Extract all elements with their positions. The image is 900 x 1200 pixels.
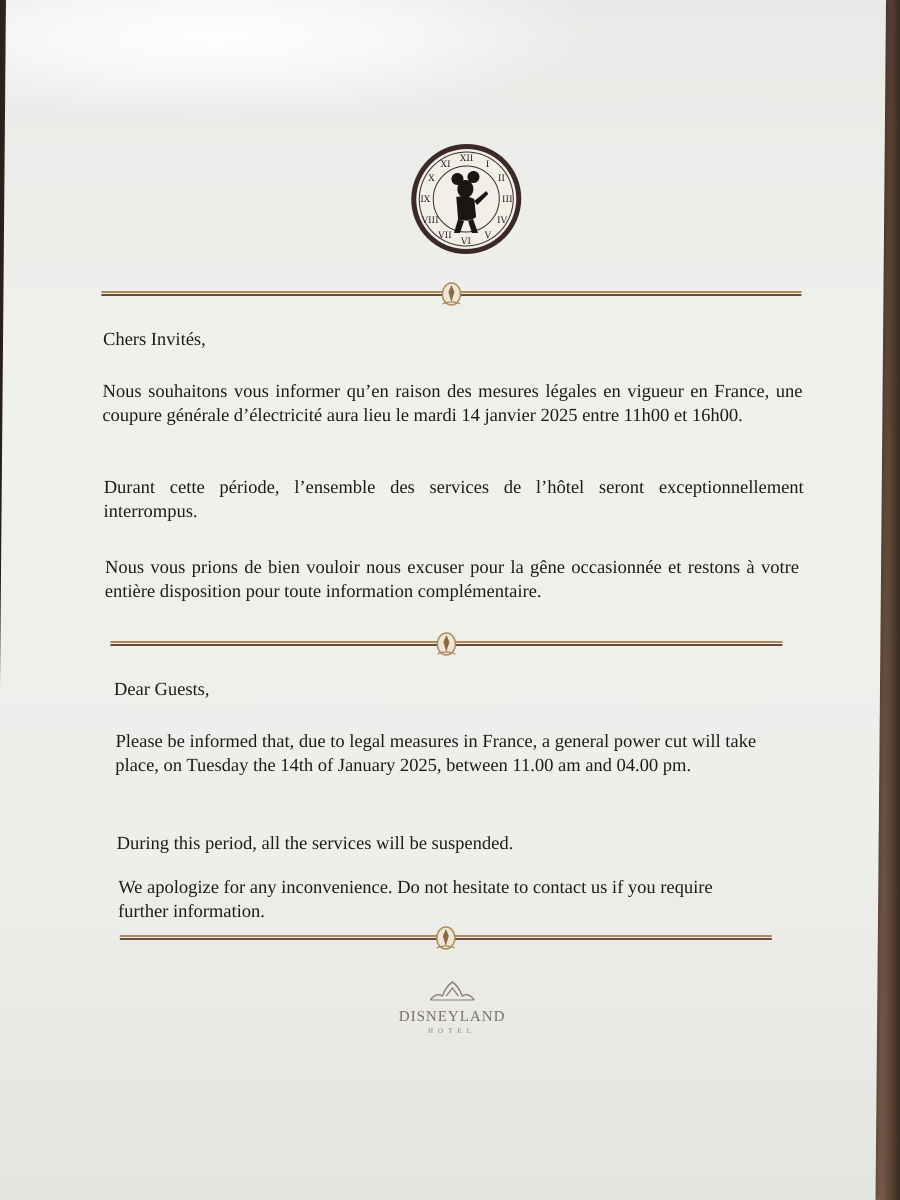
svg-text:VI: VI bbox=[460, 237, 471, 247]
english-salutation: Dear Guests, bbox=[113, 680, 210, 700]
french-paragraph-1: Nous souhaitons vous informer qu’en raison des mesures légales en vigueur en France, une coupure générale d’électricité aura lieu le mardi 14 janvier 2025 entre 11h00 et 16h00. bbox=[102, 382, 803, 426]
french-paragraph-2: Durant cette période, l’ensemble des services de l’hôtel seront exceptionnellement interrompus. bbox=[103, 478, 804, 522]
svg-text:VIII: VIII bbox=[421, 216, 439, 226]
divider-bottom bbox=[120, 928, 772, 948]
french-paragraph-3: Nous vous prions de bien vouloir nous excuser pour la gêne occasionnée et restons à votre entière disposition pour toute information complémentaire. bbox=[104, 558, 800, 602]
svg-text:X: X bbox=[428, 174, 435, 184]
svg-text:II: II bbox=[497, 174, 506, 184]
svg-text:XI: XI bbox=[440, 160, 451, 170]
svg-text:V: V bbox=[484, 231, 492, 241]
svg-text:III: III bbox=[501, 195, 513, 205]
clock-emblem-icon bbox=[410, 143, 523, 255]
french-salutation: Chers Invités, bbox=[102, 330, 206, 350]
svg-text:I: I bbox=[485, 160, 490, 170]
fleur-ornament-icon bbox=[429, 630, 463, 658]
english-paragraph-2: During this period, all the services will be suspended. bbox=[116, 834, 514, 854]
svg-text:IV: IV bbox=[496, 216, 508, 226]
brand-name: DISNEYLAND bbox=[398, 1009, 506, 1025]
lamination-glare bbox=[5, 0, 606, 120]
divider-middle bbox=[110, 634, 782, 654]
english-paragraph-3: We apologize for any inconvenience. Do not hesitate to contact us if you require further information. bbox=[117, 878, 713, 922]
divider-top bbox=[101, 284, 801, 304]
castle-crest-icon bbox=[426, 978, 478, 1004]
english-paragraph-1: Please be informed that, due to legal measures in France, a general power cut will take place, on Tuesday the 14th of January 2025, between 11.00 am and 04.00 pm. bbox=[115, 732, 757, 776]
brand-subtitle: HOTEL bbox=[427, 1027, 477, 1035]
brand-logo bbox=[377, 978, 527, 1035]
svg-text:XII: XII bbox=[459, 154, 474, 164]
fleur-ornament-icon bbox=[429, 924, 463, 952]
svg-text:IX: IX bbox=[420, 195, 431, 205]
fleur-ornament-icon bbox=[434, 280, 468, 308]
svg-text:VII: VII bbox=[438, 231, 452, 241]
